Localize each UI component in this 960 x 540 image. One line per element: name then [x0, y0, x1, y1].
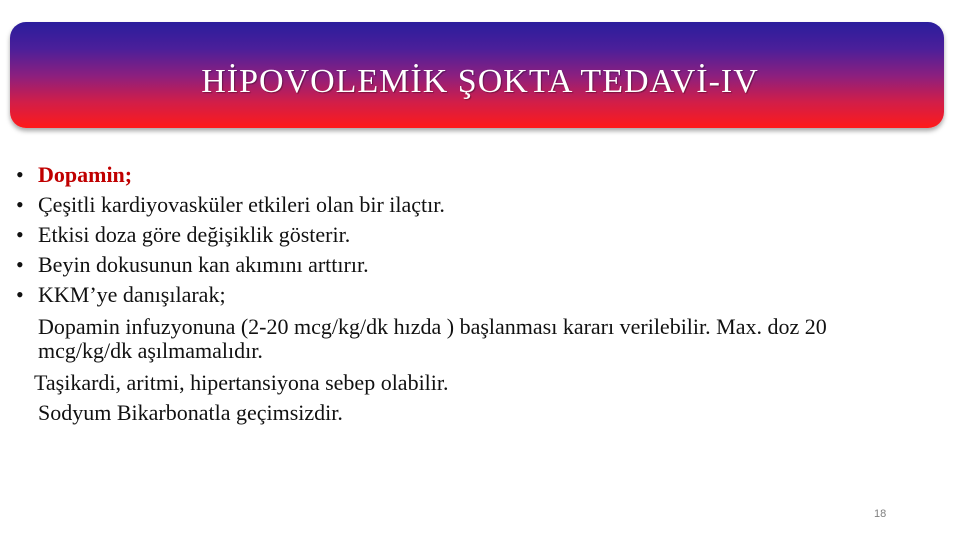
bullet-icon: • — [16, 162, 24, 187]
bullet-text: Beyin dokusunun kan akımını arttırır. — [38, 252, 369, 277]
slide-content — [16, 160, 916, 428]
slide-number: 18 — [874, 508, 887, 520]
bullet-heading-dopamin: Dopamin; — [38, 162, 133, 187]
bullet-icon: • — [16, 282, 24, 307]
paragraph-dopamine-infusion: Dopamin infuzyonuna (2-20 mcg/kg/dk hızda ) başlanması kararı verilebilir. Max. doz 20 mcg/kg/dk aşılmamalıdır. — [38, 314, 827, 363]
bullet-icon: • — [16, 192, 24, 217]
bullet-icon: • — [16, 252, 24, 277]
bullet-item — [16, 160, 916, 190]
bullet-icon: • — [16, 222, 24, 247]
bullet-text: Etkisi doza göre değişiklik gösterir. — [38, 222, 351, 247]
bullet-item — [16, 250, 916, 280]
bullet-item — [16, 190, 916, 220]
paragraph-side-effects: Taşikardi, aritmi, hipertansiyona sebep olabilir. — [34, 370, 449, 395]
bullet-text: KKM’ye danışılarak; — [38, 282, 226, 307]
paragraph-incompatibility: Sodyum Bikarbonatla geçimsizdir. — [38, 400, 343, 425]
bullet-item — [16, 280, 916, 310]
bullet-text: Çeşitli kardiyovasküler etkileri olan bir ilaçtır. — [38, 192, 445, 217]
slide-title: HİPOVOLEMİK ŞOKTA TEDAVİ-IV — [201, 63, 759, 100]
bullet-item — [16, 220, 916, 250]
